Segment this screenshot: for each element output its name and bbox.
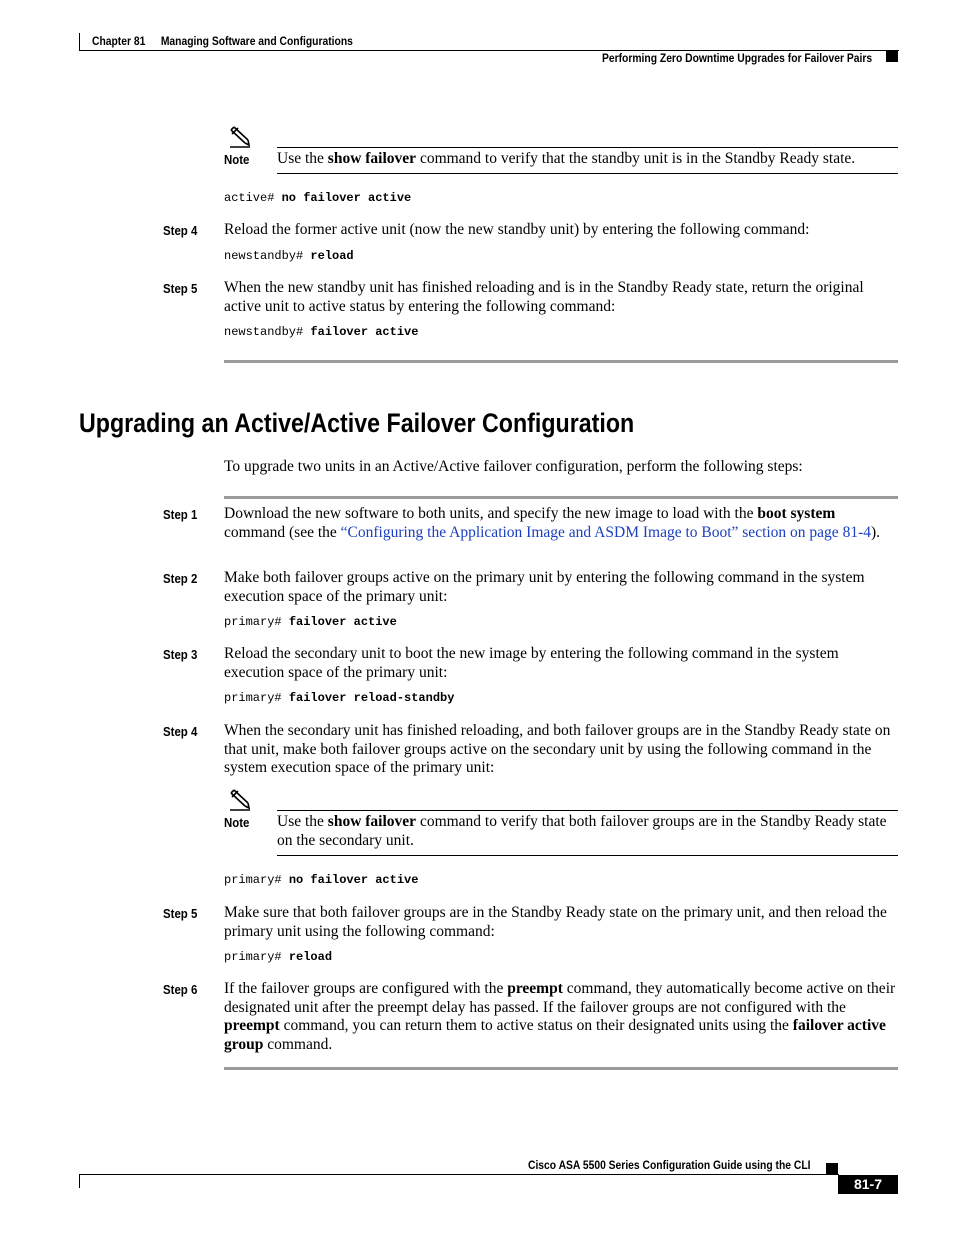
- header-chapter-number: Chapter 81: [92, 34, 146, 48]
- step-text: When the new standby unit has finished reloading and is in the Standby Ready state, return the original active unit to active status by entering the following command:: [224, 279, 864, 315]
- note-bottom-rule: [277, 855, 898, 856]
- note-top-rule: [277, 810, 898, 811]
- footer-rule: [79, 1174, 839, 1175]
- section-heading: Upgrading an Active/Active Failover Configuration: [79, 408, 635, 438]
- step-label: Step 3: [163, 647, 198, 662]
- note-pencil-icon: [228, 124, 252, 148]
- boot-system-keyword: boot system: [757, 505, 836, 522]
- header-marker-block: [886, 51, 898, 62]
- note-text: Use the show failover command to verify that both failover groups are in the Standby Ready state on the secondary unit.: [277, 813, 887, 849]
- step-label: Step 5: [163, 906, 198, 921]
- step-label: Step 1: [163, 507, 198, 522]
- show-failover-keyword: show failover: [327, 150, 417, 167]
- step-text: Make sure that both failover groups are in the Standby Ready state on the primary unit, and then reload the primary unit using the following command:: [224, 904, 887, 940]
- header-chapter-title: Managing Software and Configurations: [160, 34, 353, 48]
- cli-command: primary# no failover active: [224, 873, 419, 887]
- cli-command: newstandby# reload: [224, 249, 354, 263]
- step-text: Download the new software to both units, and specify the new image to load with the boot system command (see the “Configuring the Application Image and ASDM Image to Boot” section on page 81-4).: [224, 505, 881, 541]
- cli-command: primary# failover active: [224, 615, 397, 629]
- header-chapter: [92, 34, 353, 48]
- cli-command: primary# reload: [224, 950, 333, 964]
- preempt-keyword: preempt: [224, 1017, 280, 1035]
- note-bottom-rule: [277, 173, 898, 174]
- footer-marker-block: [826, 1163, 838, 1174]
- step-label: Step 2: [163, 571, 198, 586]
- preempt-keyword: preempt: [507, 980, 563, 997]
- cli-command: active# no failover active: [224, 191, 412, 205]
- page-number: 81-7: [838, 1175, 898, 1194]
- footer-guide-title: Cisco ASA 5500 Series Configuration Guide using the CLI: [527, 1158, 810, 1172]
- step-text: Reload the former active unit (now the new standby unit) by entering the following command:: [224, 221, 810, 238]
- step-label: Step 5: [163, 281, 198, 296]
- step-label: Step 4: [163, 724, 198, 739]
- procedure-end-rule: [224, 360, 898, 363]
- footer-left-rule: [79, 1174, 80, 1188]
- step-text: When the secondary unit has finished reloading, and both failover groups are in the Standby Ready state on that unit, make both failover groups active on the secondary unit by using the following command in the system execution space of the primary unit:: [224, 722, 891, 777]
- step-text: Reload the secondary unit to boot the new image by entering the following command in the system execution space of the primary unit:: [224, 645, 839, 681]
- section-intro: To upgrade two units in an Active/Active failover configuration, perform the following steps:: [224, 458, 803, 475]
- note-pencil-icon: [228, 787, 252, 811]
- note-top-rule: [277, 147, 898, 148]
- procedure-start-rule: [224, 496, 898, 499]
- cross-reference-link[interactable]: “Configuring the Application Image and ASDM Image to Boot” section on page 81-4: [340, 523, 871, 541]
- procedure-end-rule: [224, 1067, 898, 1070]
- cli-command: newstandby# failover active: [224, 325, 419, 339]
- failover-active-group-keyword: failover active group: [224, 1017, 886, 1053]
- step-text: Make both failover groups active on the primary unit by entering the following command in the system execution space of the primary unit:: [224, 569, 865, 605]
- header-section-title: Performing Zero Downtime Upgrades for Failover Pairs: [601, 51, 872, 65]
- note-label: Note: [224, 815, 250, 830]
- step-label: Step 4: [163, 223, 198, 238]
- cli-command: primary# failover reload-standby: [224, 691, 455, 705]
- show-failover-keyword: show failover: [327, 813, 417, 830]
- step-label: Step 6: [163, 982, 198, 997]
- note-text: Use the show failover command to verify that the standby unit is in the Standby Ready state.: [277, 150, 856, 167]
- step-text: If the failover groups are configured with the preempt command, they automatically become active on their designated unit after the preempt delay has passed. If the failover groups are not configured with the preempt command, you can return them to active status on their designated units using the failover active group command.: [224, 980, 896, 1053]
- note-label: Note: [224, 152, 250, 167]
- header-left-rule: [79, 33, 80, 51]
